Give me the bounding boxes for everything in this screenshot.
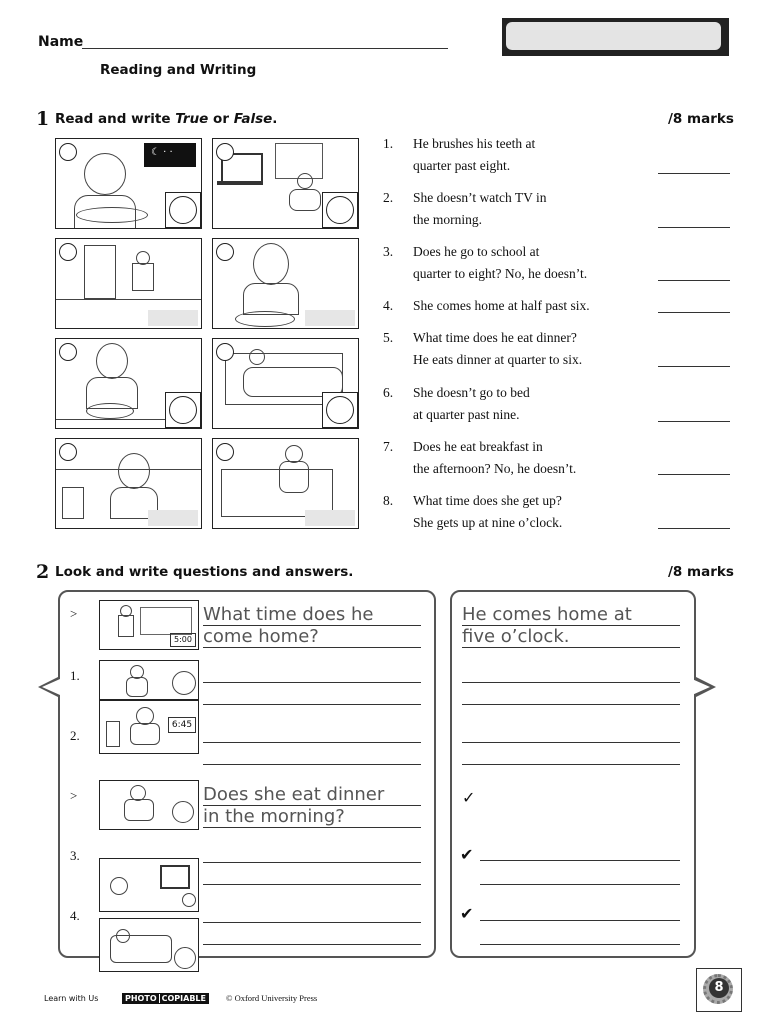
example1-question-line2: come home? (203, 626, 319, 647)
item3-question-line2[interactable] (203, 884, 421, 885)
answer-circle-4[interactable] (216, 243, 234, 261)
item2-question-line1[interactable] (203, 742, 421, 743)
item3-picture-girl-watching-tv (99, 858, 199, 912)
item1-answer-line1[interactable] (462, 682, 680, 683)
section2-marks: /8 marks (668, 564, 734, 580)
digital-clock: 6:45 (168, 717, 196, 733)
item2-marker: 2. (70, 728, 80, 743)
item4-question-line2[interactable] (203, 944, 421, 945)
item3-answer-line2[interactable] (480, 884, 680, 885)
score-box[interactable] (502, 18, 729, 56)
answer-box[interactable] (148, 310, 198, 326)
item2-answer-line1[interactable] (462, 742, 680, 743)
item3-marker: 3. (70, 848, 80, 863)
example1-answer-line1: He comes home at (462, 604, 632, 625)
photocopiable-badge: PHOTO COPIABLE (122, 993, 209, 1004)
example2-question-line1: Does she eat dinner (203, 784, 385, 805)
item2-question-line2[interactable] (203, 764, 421, 765)
item1-question-line1[interactable] (203, 682, 421, 683)
example1-picture-boy-coming-home (99, 600, 199, 650)
item4-answer-line1[interactable] (480, 920, 680, 921)
page-number-badge (696, 968, 742, 1012)
answer-line-2[interactable] (658, 227, 730, 228)
item4-tick-icon: ✔ (460, 904, 474, 923)
answer-circle-6[interactable] (216, 343, 234, 361)
page-number: 8 (709, 978, 729, 998)
page-subtitle: Reading and Writing (100, 62, 257, 78)
example2-question-line2: in the morning? (203, 806, 345, 827)
item4-picture-boy-in-bed (99, 918, 199, 972)
answer-line-7[interactable] (658, 474, 730, 475)
answer-circle-1[interactable] (59, 143, 77, 161)
item2-answer-line2[interactable] (462, 764, 680, 765)
clock-icon (165, 392, 201, 428)
item1-picture-girl-brushing-teeth (99, 660, 199, 700)
answer-box[interactable] (305, 310, 355, 326)
answer-box[interactable] (148, 510, 198, 526)
example2-picture-girl-eating-dinner (99, 780, 199, 830)
clock-icon (322, 392, 358, 428)
example1-answer-line2: five o’clock. (462, 626, 570, 647)
example1-marker: > (70, 606, 78, 621)
answer-line-4[interactable] (658, 312, 730, 313)
name-label: Name (38, 34, 84, 50)
answer-circle-3[interactable] (59, 243, 77, 261)
answer-line-6[interactable] (658, 421, 730, 422)
section1-marks: /8 marks (668, 111, 734, 127)
answer-box[interactable] (305, 510, 355, 526)
item3-question-line1[interactable] (203, 862, 421, 863)
answer-line-3[interactable] (658, 280, 730, 281)
answer-circle-5[interactable] (59, 343, 77, 361)
item4-marker: 4. (70, 908, 80, 923)
answer-line-1[interactable] (658, 173, 730, 174)
section1-number: 1 (36, 108, 50, 130)
section1-instruction: Read and write True or False. (55, 111, 278, 127)
item4-answer-line2[interactable] (480, 944, 680, 945)
answer-line-5[interactable] (658, 366, 730, 367)
example1-question-line1: What time does he (203, 604, 374, 625)
item3-tick-icon: ✔ (460, 845, 474, 864)
clock-icon (322, 192, 358, 228)
copyright: © Oxford University Press (226, 993, 318, 1003)
example2-marker: > (70, 788, 78, 803)
example2-tick-icon: ✓ (462, 788, 476, 807)
item4-question-line1[interactable] (203, 922, 421, 923)
footer-brand: Learn with Us (44, 994, 99, 1003)
item1-question-line2[interactable] (203, 704, 421, 705)
section2-number: 2 (36, 561, 50, 583)
section2-instruction: Look and write questions and answers. (55, 564, 354, 580)
answer-line-8[interactable] (658, 528, 730, 529)
name-field[interactable] (82, 48, 448, 49)
item1-answer-line2[interactable] (462, 704, 680, 705)
clock-icon (165, 192, 201, 228)
answer-circle-8[interactable] (216, 443, 234, 461)
item2-picture-boy-eating-breakfast (99, 700, 199, 754)
digital-clock: 5:00 (170, 633, 196, 647)
answer-circle-7[interactable] (59, 443, 77, 461)
answer-circle-2[interactable] (216, 143, 234, 161)
item3-answer-line1[interactable] (480, 860, 680, 861)
item1-marker: 1. (70, 668, 80, 683)
picture-1-boy-brushing-teeth: ☾ · · (55, 138, 202, 229)
